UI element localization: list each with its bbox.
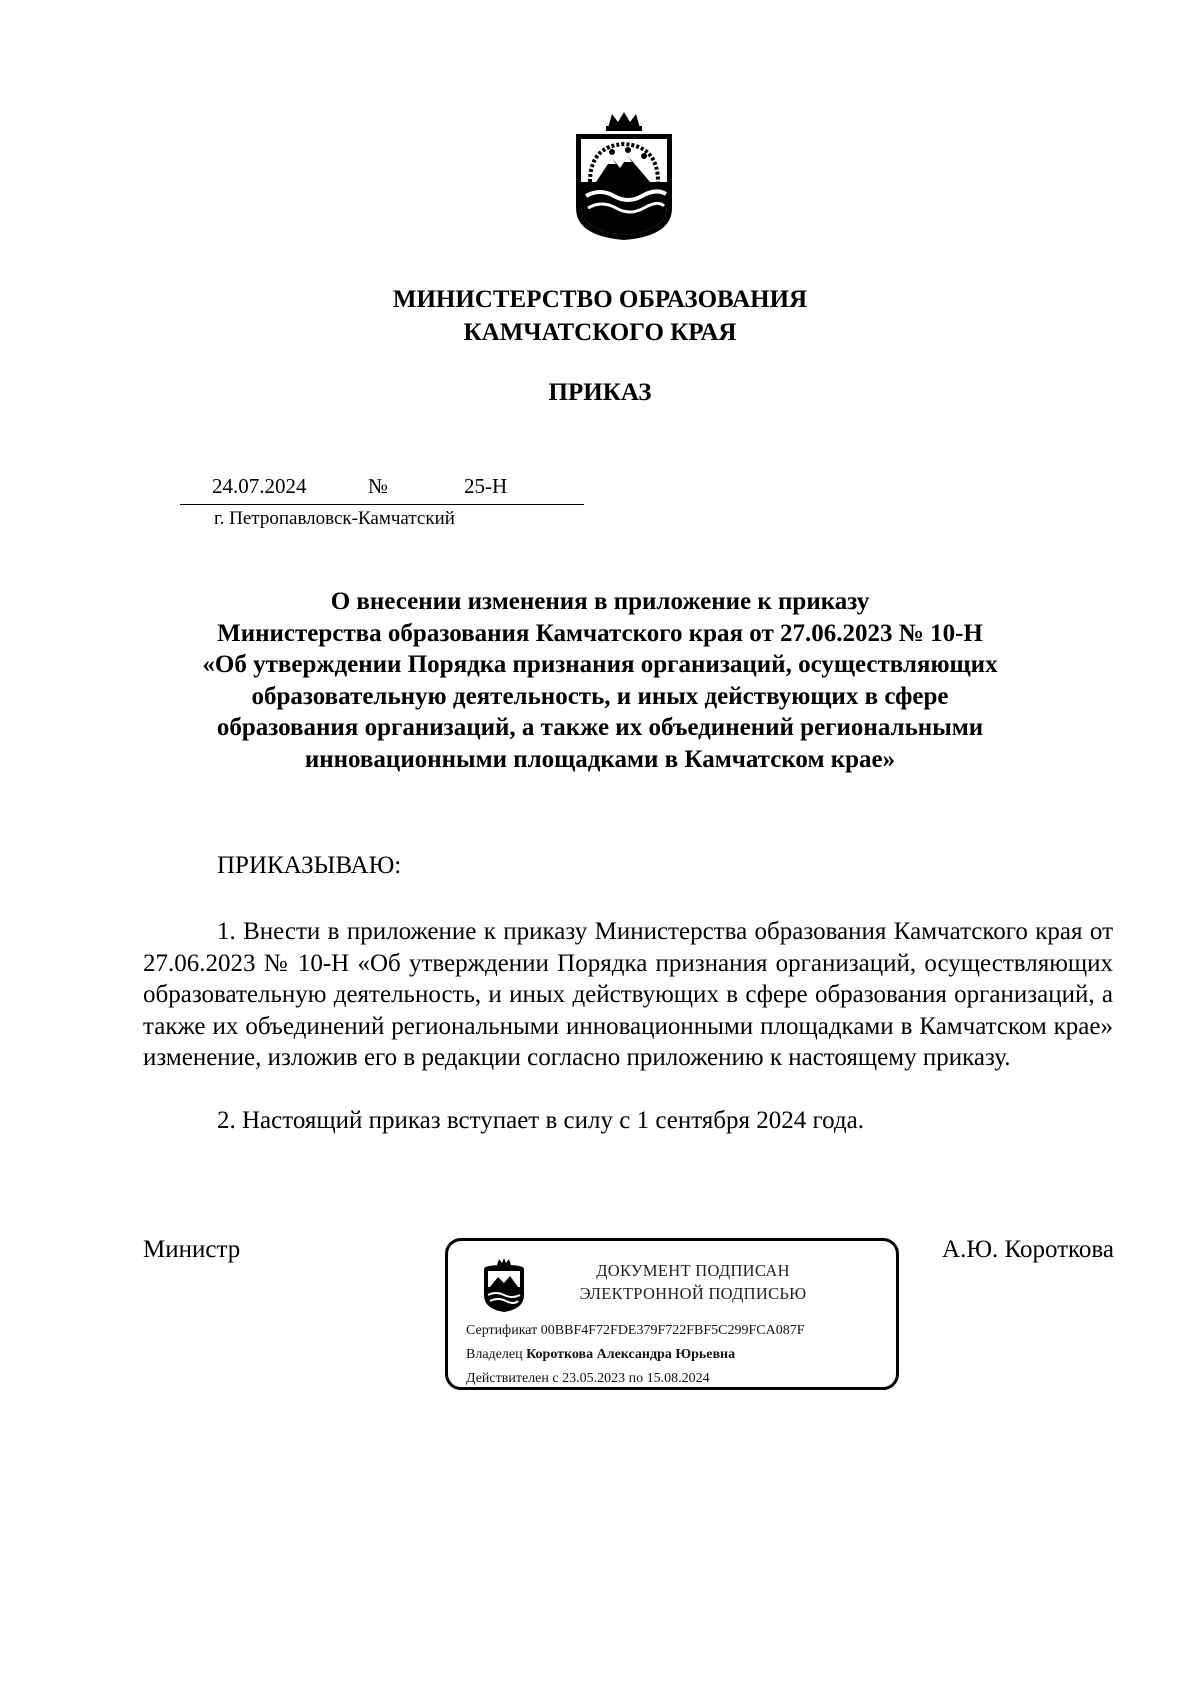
order-subject [150,586,1050,775]
stamp-coat-of-arms-icon [480,1257,528,1313]
valid-to: 15.08.2024 [646,1371,710,1386]
document-type: ПРИКАЗ [548,379,652,406]
certificate-label: Сертификат [466,1323,538,1338]
order-paragraph-2: 2. Настоящий приказ вступает в силу с 1 сентября 2024 года. [217,1107,864,1134]
stamp-heading [548,1259,838,1305]
subject-line: инновационными площадками в Камчатском крае» [304,745,896,773]
number-sign: № [368,474,389,498]
subject-line: образования организаций, а также их объединений региональными [216,714,984,741]
order-date: 24.07.2024 [212,474,307,498]
ministry-name [0,283,1200,349]
stamp-validity [466,1371,710,1387]
stamp-certificate [466,1323,805,1339]
order-paragraph-1: 1. Внести в приложение к приказу Министерства образования Камчатского края от 27.06.2023 № 10-Н «Об утверждении Порядка признания организаций, осуществляющих образовательную деятельность, и иных действующих в сфере образования организаций, а также их объединений региональными инновационными площадками в Камчатском крае» изменение, изложив его в редакции согласно приложению к настоящему приказу. [143,918,1113,1071]
valid-to-word: по [628,1371,644,1386]
subject-line: «Об утверждении Порядка признания организаций, осуществляющих [202,651,998,678]
subject-line: Министерства образования Камчатского края от 27.06.2023 № 10-Н [217,619,983,647]
ministry-name-line1: МИНИСТЕРСТВО ОБРАЗОВАНИЯ [392,286,808,313]
order-word: ПРИКАЗЫВАЮ: [217,852,402,879]
owner-value: Короткова Александра Юрьевна [526,1347,736,1362]
order-date-number-line [180,474,584,505]
order-number: 25-Н [464,474,508,498]
subject-line: О внесении изменения в приложение к приказу [330,588,870,615]
signer-position: Министр [143,1236,241,1263]
owner-label: Владелец [466,1347,523,1362]
order-city: г. Петропавловск-Камчатский [214,508,455,529]
signer-name: А.Ю. Короткова [942,1236,1114,1263]
stamp-heading-line2: ЭЛЕКТРОННОЙ ПОДПИСЬЮ [579,1284,807,1303]
stamp-owner [466,1347,735,1363]
coat-of-arms-icon [570,112,678,242]
ministry-name-line2: КАМЧАТСКОГО КРАЯ [463,319,737,346]
subject-line: образовательную деятельность, и иных действующих в сфере [251,682,949,710]
valid-from: 23.05.2023 [562,1371,626,1386]
valid-label: Действителен [466,1371,549,1386]
electronic-signature-stamp [445,1238,899,1390]
certificate-value: 00BBF4F72FDE379F722FBF5C299FCA087F [540,1323,805,1338]
stamp-heading-line1: ДОКУМЕНТ ПОДПИСАН [596,1261,790,1280]
valid-from-word: с [552,1371,559,1386]
